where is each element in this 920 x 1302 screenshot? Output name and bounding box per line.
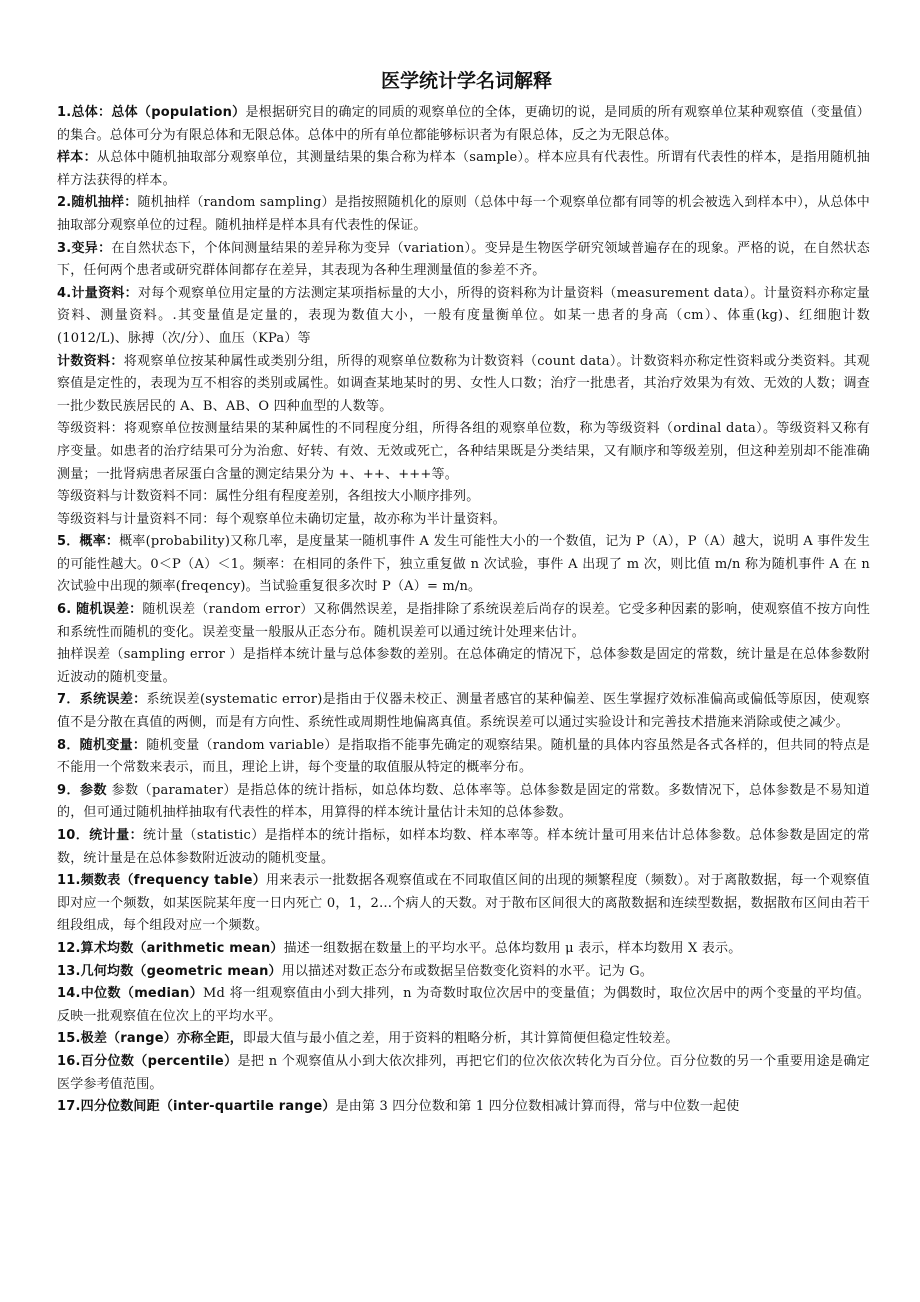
paragraph xyxy=(57,983,870,1028)
term-heading: 14.中位数（median） xyxy=(57,986,204,1002)
paragraph-text: 对每个观察单位用定量的方法测定某项指标量的大小，所得的资料称为计量资料（measurement data）。计量资料亦称定量资料、测量资料。.其变量值是定量的，表现为数值大小，一般有度量衡单位。如某一患者的身高（cm）、体重(kg)、红细胞计数(1012/L)、脉搏（次/分）、血压（KPa）等 xyxy=(57,285,871,346)
paragraph xyxy=(57,961,870,984)
paragraph xyxy=(57,599,870,644)
paragraph xyxy=(57,870,870,938)
paragraph-text: 描述一组数据在数量上的平均水平。总体均数用 μ 表示，样本均数用 X 表示。 xyxy=(283,940,742,956)
paragraph xyxy=(57,418,870,486)
paragraph-text: 用来表示一批数据各观察值或在不同取值区间的出现的频繁程度（频数）。对于离散数据，每一个观察值即对应一个频数，如某医院某年度一日内死亡 0，1，2…个病人的天数。对于散布区间很大的离散数据和连续型数据，数据散布区间由若干组段组成，每个组段对应一个频数。 xyxy=(57,873,871,934)
paragraph xyxy=(57,509,870,532)
term-heading: 8．随机变量： xyxy=(57,737,147,753)
paragraph xyxy=(57,531,870,599)
paragraph xyxy=(57,1028,870,1051)
paragraph-text: Md 将一组观察值由小到大排列，n 为奇数时取位次居中的变量值；为偶数时，取位次居中的两个变量的平均值。反映一批观察值在位次上的平均水平。 xyxy=(57,986,870,1024)
term-heading: 2.随机抽样： xyxy=(57,195,138,211)
term-heading: 12.算术均数（arithmetic mean） xyxy=(57,940,284,956)
paragraph-text: 用以描述对数正态分布或数据呈倍数变化资料的水平。记为 G。 xyxy=(281,963,654,979)
term-heading: 11.频数表（frequency table） xyxy=(57,873,267,889)
term-heading: 样本： xyxy=(57,150,97,166)
paragraph-text: 随机变量（random variable）是指取指不能事先确定的观察结果。随机量的具体内容虽然是各式各样的，但共同的特点是不能用一个常数来表示，而且，理论上讲，每个变量的取值服从特定的概率分布。 xyxy=(57,737,870,776)
paragraph xyxy=(57,351,870,419)
paragraph-text: 抽样误差（sampling error ）是指样本统计量与总体参数的差别。在总体确定的情况下，总体参数是固定的常数，统计量是在总体参数附近波动的随机变量。 xyxy=(57,647,870,685)
paragraph xyxy=(57,1051,870,1096)
term-heading: 6. 随机误差： xyxy=(57,602,143,618)
paragraph-text: 即最大值与最小值之差，用于资料的粗略分析，其计算简便但稳定性较差。 xyxy=(243,1031,679,1047)
paragraph-text: 将观察单位按某种属性或类别分组，所得的观察单位数称为计数资料（count data）。计数资料亦称定性资料或分类资料。其观察值是定性的，表现为互不相容的类别或属性。如调查某地某时的男、女性人口数；治疗一批患者，其治疗效果为有效、无效的人数；调查一批少数民族居民的 A、B、AB、O 四种血型的人数等。 xyxy=(57,353,870,414)
paragraph xyxy=(57,192,870,237)
paragraph-text: 等级资料：将观察单位按测量结果的某种属性的不同程度分组，所得各组的观察单位数，称为等级资料（ordinal data）。等级资料又称有序变量。如患者的治疗结果可分为治愈、好转、有效、无效或死亡，各种结果既是分类结果，又有顺序和等级差别，但这种差别却不能准确测量；一批肾病患者尿蛋白含量的测定结果分为 +、++、+++等。 xyxy=(57,421,870,482)
term-heading: 9．参数 xyxy=(57,782,107,798)
term-heading: 5．概率： xyxy=(57,534,120,550)
paragraph xyxy=(57,825,870,870)
paragraph-text: 是由第 3 四分位数和第 1 四分位数相减计算而得，常与中位数一起使 xyxy=(335,1099,740,1115)
term-heading: 4.计量资料： xyxy=(57,285,138,301)
paragraph-text: 参数（paramater）是指总体的统计指标，如总体均数、总体率等。总体参数是固定的常数。多数情况下，总体参数是不易知道的，但可通过随机抽样抽取有代表性的样本，用算得的样本统计量估计未知的总体参数。 xyxy=(57,782,870,821)
paragraph-text: 概率(probability)又称几率，是度量某一随机事件 A 发生可能性大小的一个数值，记为 P（A），P（A）越大，说明 A 事件发生的可能性越大。0＜P（A）＜1。频率：在相同的条件下，独立重复做 n 次试验，事件 A 出现了 m 次，则比值 m/n 称为随机事件 A 在 n 次试验中出现的频率(freqency)。当试验重复很多次时 P（A）= m/n。 xyxy=(57,534,871,595)
paragraph xyxy=(57,102,870,147)
paragraph xyxy=(57,689,870,734)
paragraph xyxy=(57,735,870,780)
paragraph-text: 随机误差（random error）又称偶然误差，是指排除了系统误差后尚存的误差。它受多种因素的影响，使观察值不按方向性和系统性而随机的变化。误差变量一般服从正态分布。随机误差可以通过统计处理来估计。 xyxy=(57,602,870,640)
paragraph xyxy=(57,938,870,961)
term-heading: 15.极差（range）亦称全距， xyxy=(57,1031,243,1047)
paragraph-text: 随机抽样（random sampling）是指按照随机化的原则（总体中每一个观察单位都有同等的机会被选入到样本中），从总体中抽取部分观察单位的过程。随机抽样是样本具有代表性的保证。 xyxy=(57,195,870,233)
paragraph xyxy=(57,147,870,192)
term-heading: 1.总体：总体（population） xyxy=(57,105,246,120)
term-heading: 7．系统误差： xyxy=(57,692,147,708)
page-title: 医学统计学名词解释 xyxy=(380,70,552,92)
term-heading: 计数资料： xyxy=(57,353,124,369)
paragraph-text: 系统误差(systematic error)是指由于仪器未校正、测量者感官的某种偏差、医生掌握疗效标准偏高或偏低等原因，使观察值不是分散在真值的两侧，而是有方向性、系统性或周期性地偏离真值。系统误差可以通过实验设计和完善技术措施来消除或使之减少。 xyxy=(57,692,870,731)
document-body xyxy=(57,102,870,1119)
paragraph xyxy=(57,644,870,689)
paragraph-text: 等级资料与计量资料不同：每个观察单位未确切定量，故亦称为半计量资料。 xyxy=(57,511,506,527)
paragraph-text: 在自然状态下，个体间测量结果的差异称为变异（variation）。变异是生物医学研究领域普遍存在的现象。严格的说，在自然状态下，任何两个患者或研究群体间都存在差异，其表现为各种生理测量值的参差不齐。 xyxy=(57,240,870,279)
paragraph-text: 从总体中随机抽取部分观察单位，其测量结果的集合称为样本（sample）。样本应具有代表性。所谓有代表性的样本，是指用随机抽样方法获得的样本。 xyxy=(57,150,870,188)
paragraph xyxy=(57,283,870,351)
term-heading: 13.几何均数（geometric mean） xyxy=(57,963,282,979)
paragraph xyxy=(57,780,870,825)
term-heading: 17.四分位数间距（inter-quartile range） xyxy=(57,1099,336,1115)
paragraph-text: 统计量（statistic）是指样本的统计指标，如样本均数、样本率等。样本统计量可用来估计总体参数。总体参数是固定的常数，统计量是在总体参数附近波动的随机变量。 xyxy=(57,828,870,866)
paragraph xyxy=(57,486,870,509)
paragraph-text: 是把 n 个观察值从小到大依次排列，再把它们的位次依次转化为百分位。百分位数的另一个重要用途是确定医学参考值范围。 xyxy=(57,1053,870,1092)
paragraph-text: 等级资料与计数资料不同：属性分组有程度差别，各组按大小顺序排列。 xyxy=(57,489,480,505)
paragraph xyxy=(57,1096,870,1119)
term-heading: 16.百分位数（percentile） xyxy=(57,1053,238,1069)
paragraph xyxy=(57,238,870,283)
term-heading: 3.变异： xyxy=(57,240,112,256)
term-heading: 10．统计量： xyxy=(57,828,144,843)
paragraph-text: 是根据研究目的确定的同质的观察单位的全体，更确切的说，是同质的所有观察单位某种观察值（变量值）的集合。总体可分为有限总体和无限总体。总体中的所有单位都能够标识者为有限总体，反之为无限总体。 xyxy=(57,105,871,143)
